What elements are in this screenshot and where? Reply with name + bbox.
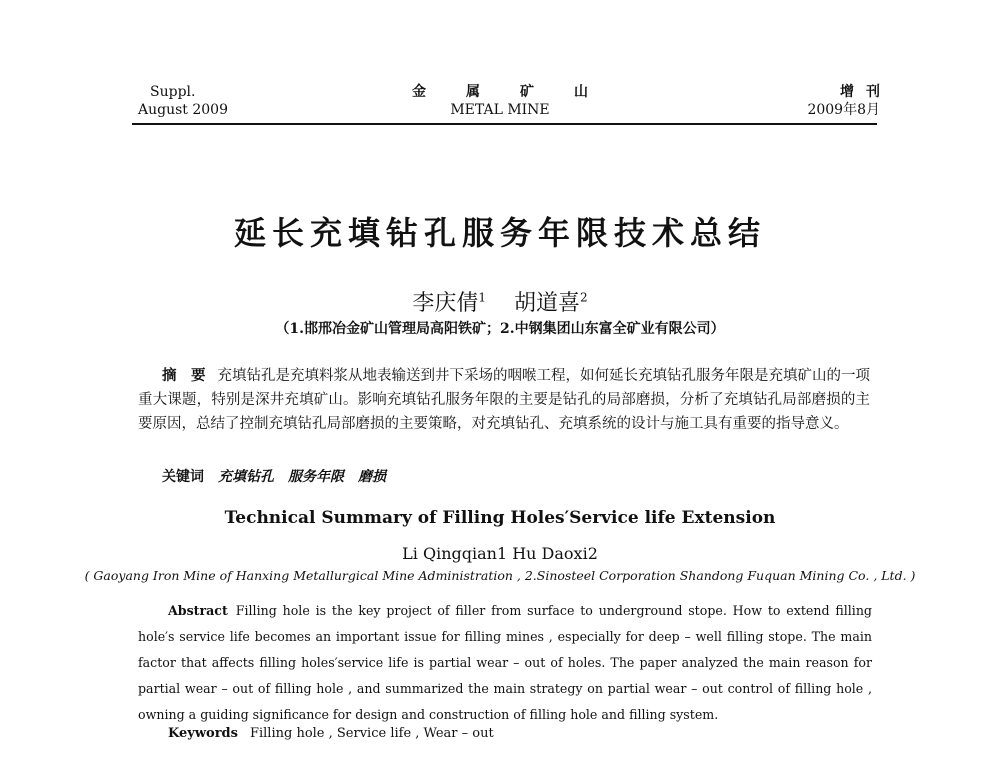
author-name: 胡道喜 [513,291,580,316]
journal-name-en: METAL MINE [450,102,550,118]
authors-en: Li Qingqian1 Hu Daoxi2 [402,544,598,563]
abstract-cn-text: 充填钻孔是充填料浆从地表输送到井下采场的咽喉工程，如何延长充填钻孔服务年限是充填矿山的一项重大课题，特别是深井充填矿山。影响充填钻孔服务年限的主要是钻孔的局部磨损，分析了充填钻孔局部磨损的主要原因，总结了控制充填钻孔局部磨损的主要策略，对充填钻孔、充填系统的设计与施工具有重要的指导意义。 [138,368,870,432]
author-sup: 2 [580,290,588,305]
keywords-cn-label: 关键词 [162,469,204,485]
header-right [807,83,892,119]
keywords-en-text: Filling hole , Service life , Wear – out [249,726,494,741]
affiliation-en: ( Gaoyang Iron Mine of Hanxing Metallurgical Mine Administration , 2.Sinosteel Corporation Shandong Fuquan Mining Co. , Ltd. ) [84,568,916,583]
paper-title-en: Technical Summary of Filling Holes′Service life Extension [224,508,776,528]
keyword: 磨损 [358,469,386,485]
journal-name-cn: 金属矿山 [412,84,628,100]
affiliation-cn: （1.邯邢冶金矿山管理局高阳铁矿；2.中钢集团山东富全矿业有限公司） [275,321,725,337]
keywords-en [168,726,494,741]
abstract-en-label: Abstract [168,603,228,618]
keyword: 服务年限 [288,469,344,485]
keyword: 充填钻孔 [218,469,274,485]
paper-title-cn: 延长充填钻孔服务年限技术总结 [233,214,766,252]
abstract-cn-label: 摘 要 [162,367,206,384]
abstract-en [138,598,872,728]
header-suppl: Suppl. [150,84,196,100]
header-supplement-cn: 增刊 [840,84,892,100]
keywords-en-label: Keywords [168,726,238,741]
header-rule [132,123,877,125]
author-name: 李庆倩 [412,291,479,316]
abstract-cn [138,364,870,436]
authors-cn [0,286,1000,317]
header-date-cn: 2009年8月 [807,102,880,118]
header-date-en: August 2009 [138,102,228,118]
abstract-en-text: Filling hole is the key project of filler from surface to underground stope. How to extend filling hole′s service life becomes an important issue for filling mines , especially for deep – well filling stope. The main factor that affects filling holes′service life is partial wear – out of holes. The paper analyzed the main reason for partial wear – out of filling hole , and summarized the main strategy on partial wear – out control of filling hole , owning a guiding significance for design and construction of filling hole and filling system. [138,603,872,722]
keywords-cn [162,466,400,486]
author-sup: 1 [478,290,486,305]
